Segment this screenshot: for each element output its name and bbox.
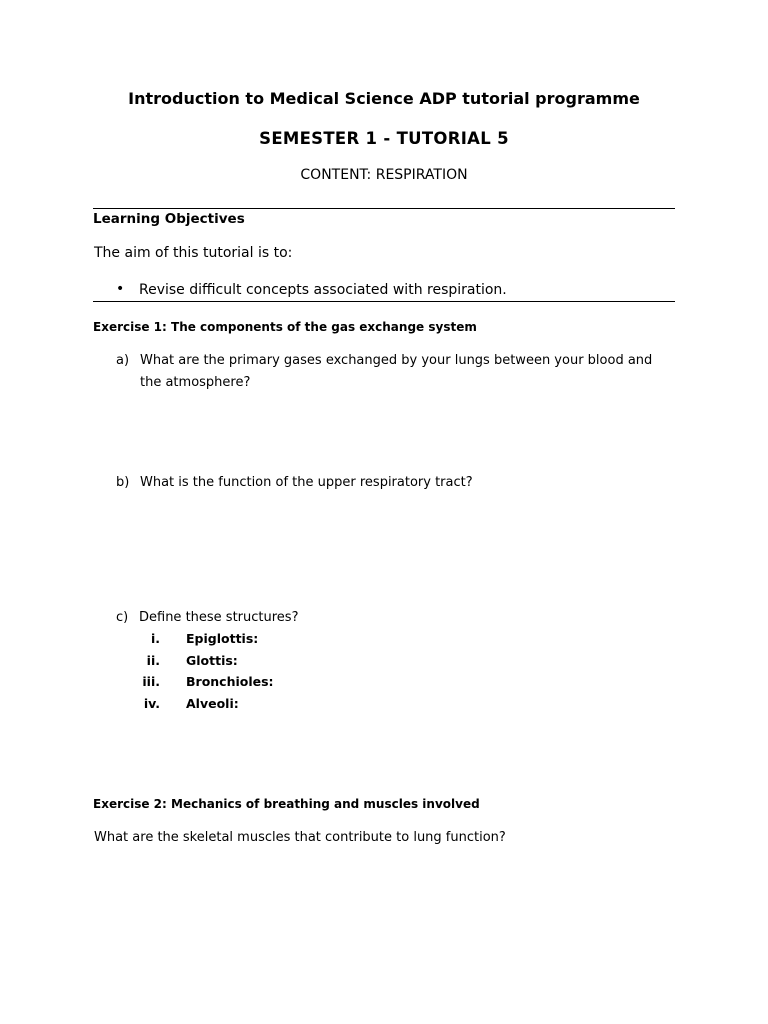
question-b-label: b) — [116, 475, 130, 490]
subitem-number: i. — [150, 631, 160, 646]
subitem-term-epiglottis: Epiglottis: — [186, 631, 259, 646]
subitem-number: ii. — [146, 653, 160, 668]
exercise-2-question: What are the skeletal muscles that contribute to lung function? — [94, 830, 506, 845]
content-heading: CONTENT: RESPIRATION — [300, 167, 468, 183]
subitem-number: iv. — [143, 696, 160, 711]
question-c-label: c) — [116, 610, 129, 625]
subitem-term-alveoli: Alveoli: — [186, 696, 239, 711]
objective-item: Revise difficult concepts associated with respiration. — [139, 282, 507, 298]
question-a-text-continued: the atmosphere? — [140, 375, 251, 390]
bullet-icon: • — [116, 281, 125, 297]
top-divider — [93, 208, 675, 209]
question-a-label: a) — [116, 353, 130, 368]
question-a-text: What are the primary gases exchanged by your lungs between your blood and — [140, 353, 653, 368]
question-c-text: Define these structures? — [139, 610, 299, 625]
aim-statement: The aim of this tutorial is to: — [94, 245, 293, 261]
semester-heading: SEMESTER 1 - TUTORIAL 5 — [259, 129, 509, 148]
subitem-number: iii. — [142, 674, 160, 689]
document-title: Introduction to Medical Science ADP tutorial programme — [128, 89, 640, 108]
exercise-1-heading: Exercise 1: The components of the gas exchange system — [93, 320, 477, 334]
subitem-term-glottis: Glottis: — [186, 653, 238, 668]
bottom-divider — [93, 301, 675, 302]
question-b-text: What is the function of the upper respiratory tract? — [140, 475, 473, 490]
learning-objectives-heading: Learning Objectives — [93, 211, 245, 227]
subitem-term-bronchioles: Bronchioles: — [186, 674, 274, 689]
exercise-2-heading: Exercise 2: Mechanics of breathing and muscles involved — [93, 797, 480, 811]
